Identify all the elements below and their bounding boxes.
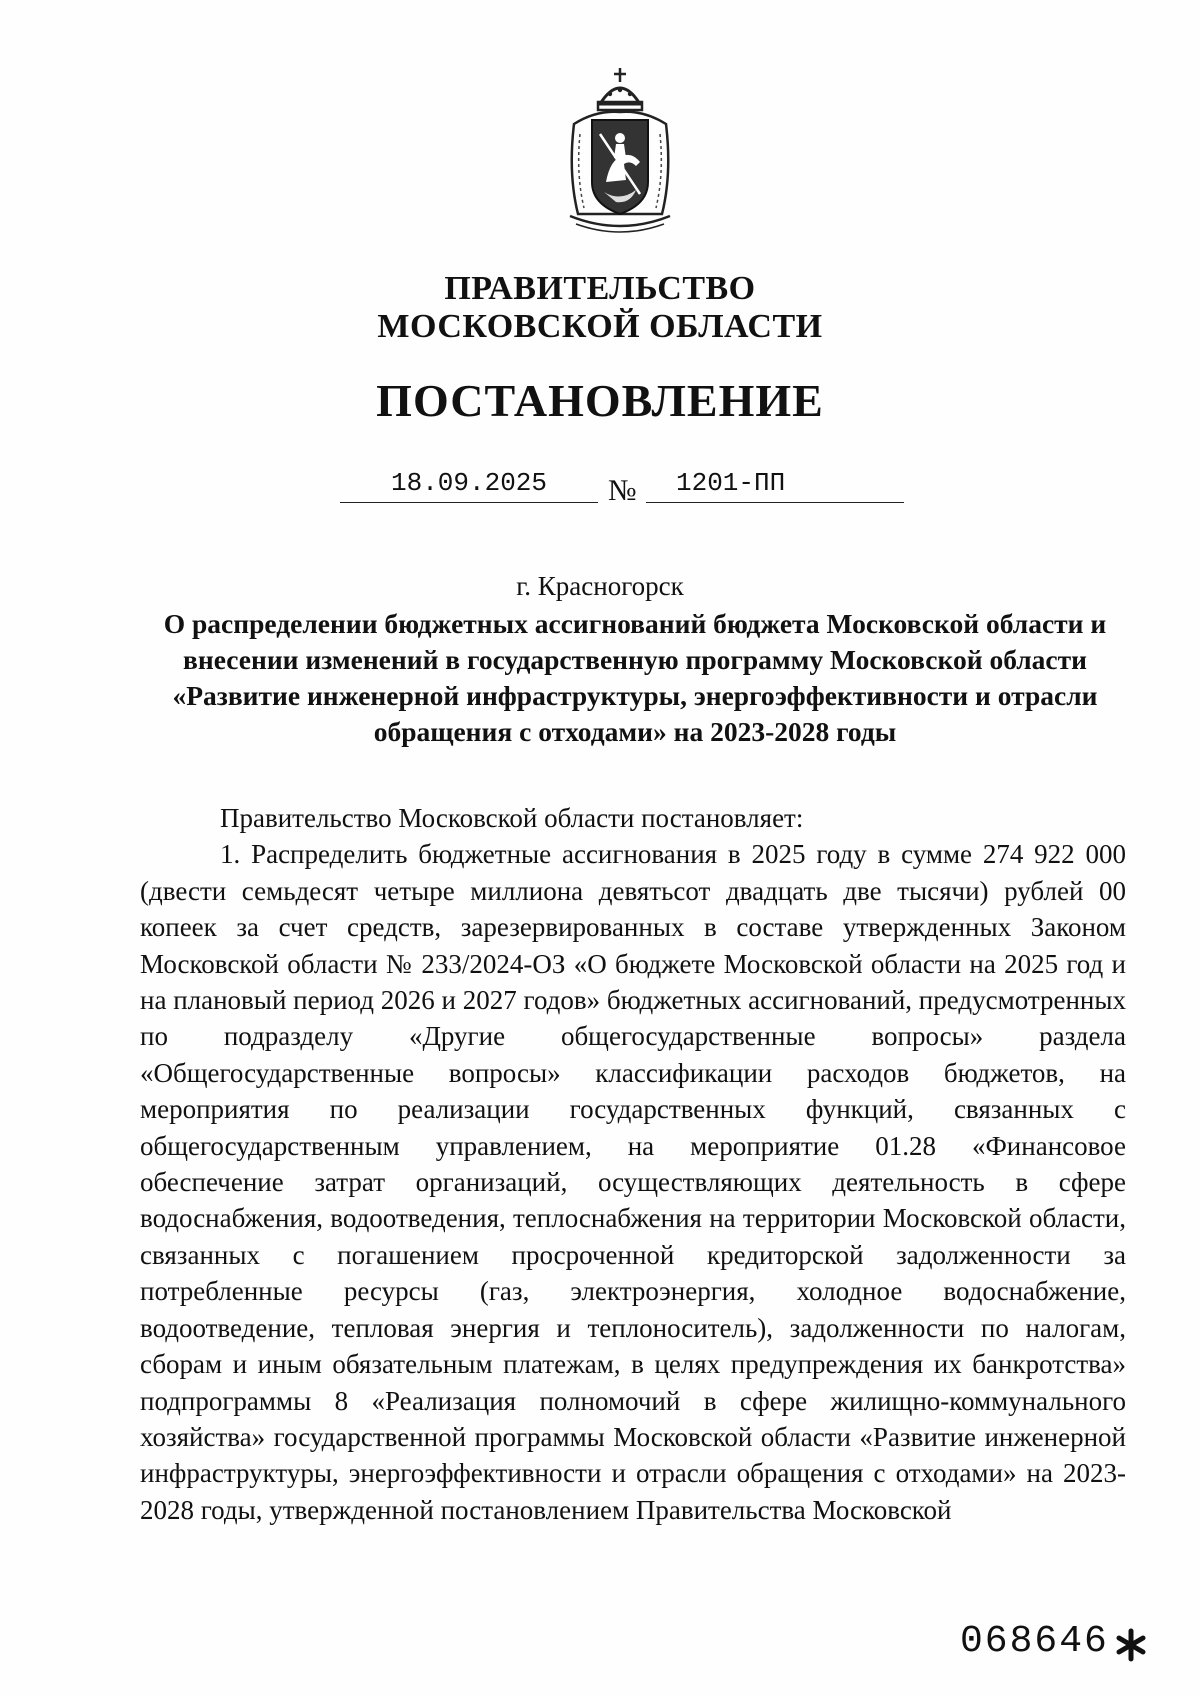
decree-body bbox=[140, 800, 1126, 1528]
place-of-issue: г. Красногорск bbox=[516, 571, 684, 601]
registration-line bbox=[0, 468, 1200, 518]
paragraph-item-1: 1. Распределить бюджетные ассигнования в 2025 году в сумме 274 922 000 (двести семьдесят четыре миллиона девятьсот двадцать две тысячи) рублей 00 копеек за счет средств, зарезервированных в составе утвержденных Законом Московской области № 233/2024-ОЗ «О бюджете Московской области на 2025 год и на плановый период 2026 и 2027 годов» бюджетных ассигнований, предусмотренных по подразделу «Другие общегосударственные вопросы» раздела «Общегосударственные вопросы» классификации расходов бюджетов, на мероприятия по реализации государственных функций, связанных с общегосударственным управлением, на мероприятие 01.28 «Финансовое обеспечение затрат организаций, осуществляющих деятельность в сфере водоснабжения, водоотведения, теплоснабжения на территории Московской области, связанных с погашением просроченной кредиторской задолженности за потребленные ресурсы (газ, электроэнергия, холодное водоснабжение, водоотведение, тепловая энергия и теплоноситель), задолженности по налогам, сборам и иным обязательным платежам, в целях предупреждения их банкротства» подпрограммы 8 «Реализация полномочий в сфере жилищно-коммунального хозяйства» государственной программы Московской области «Развитие инженерной инфраструктуры, энергоэффективности и отрасли обращения с отходами» на 2023-2028 годы, утвержденной постановлением Правительства Московской bbox=[140, 839, 1126, 1525]
document-type-heading: ПОСТАНОВЛЕНИЕ bbox=[376, 375, 824, 426]
decree-date: 18.09.2025 bbox=[340, 468, 598, 503]
form-serial-number: 068646 bbox=[960, 1620, 1109, 1663]
moscow-oblast-coat-of-arms-icon bbox=[560, 64, 680, 234]
government-name-line-1: ПРАВИТЕЛЬСТВО bbox=[444, 270, 756, 307]
government-name-line-2: МОСКОВСКОЙ ОБЛАСТИ bbox=[377, 308, 823, 345]
number-sign: № bbox=[608, 474, 637, 507]
preamble: Правительство Московской области постановляет: bbox=[220, 803, 804, 833]
decree-number: 1201-ПП bbox=[646, 468, 904, 503]
asterisk-icon bbox=[1114, 1628, 1148, 1662]
decree-title: О распределении бюджетных ассигнований бюджета Московской области и внесении изменений в государственную программу Московской области «Развитие инженерной инфраструктуры, энергоэффективности и отрасли обращения с отходами» на 2023-2028 годы bbox=[163, 608, 1107, 747]
